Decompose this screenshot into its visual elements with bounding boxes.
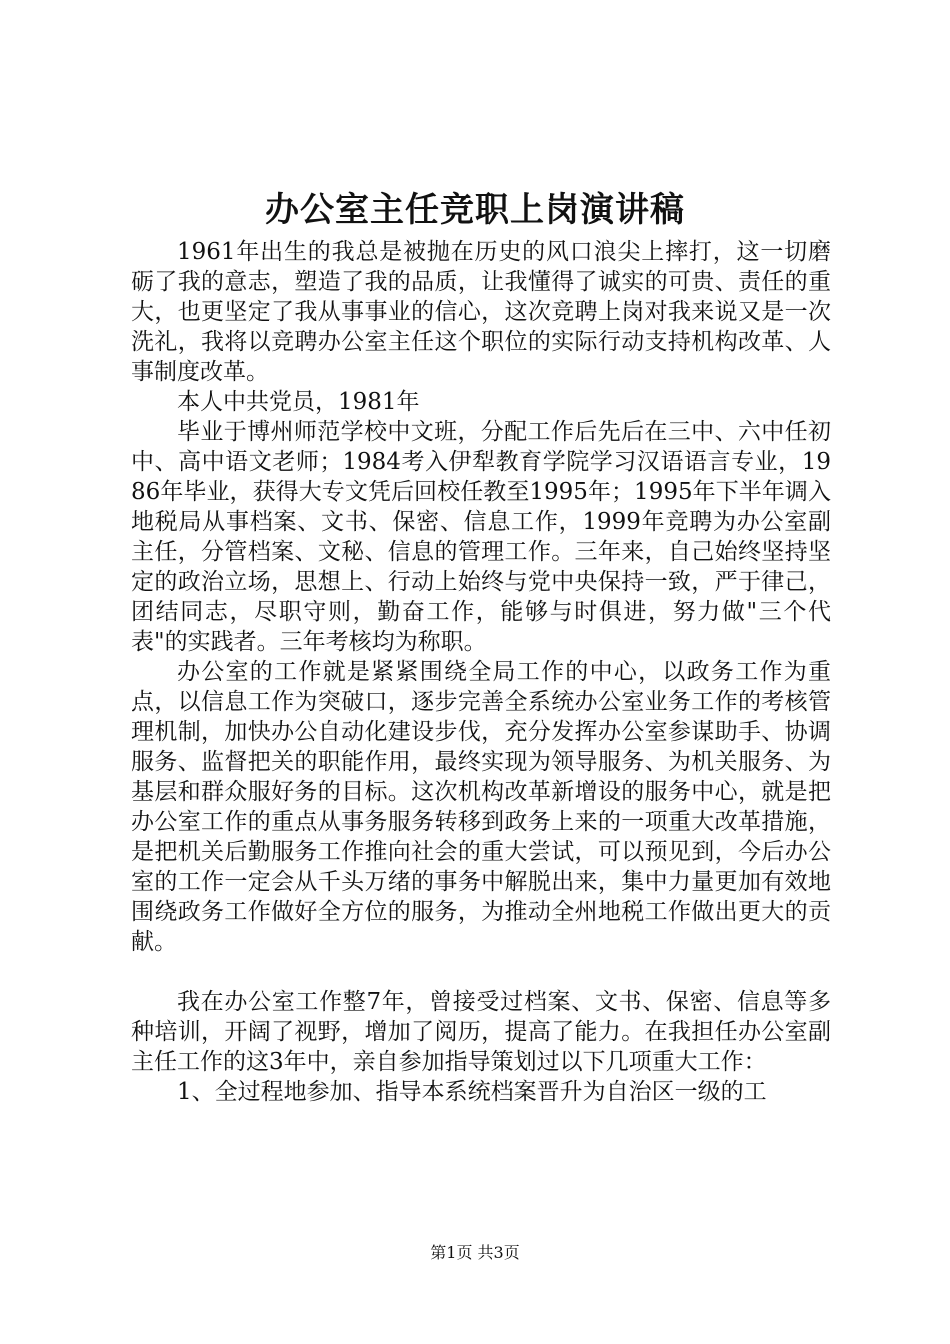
document-body bbox=[131, 237, 831, 1107]
page-footer: 第1页 共3页 bbox=[430, 1243, 520, 1262]
document-title: 办公室主任竞职上岗演讲稿 bbox=[265, 190, 685, 230]
list-item-1: 1、全过程地参加、指导本系统档案晋升为自治区一级的工 bbox=[177, 1079, 767, 1105]
paragraph-office-work: 办公室的工作就是紧紧围绕全局工作的中心，以政务工作为重点，以信息工作为突破口，逐步完善全系统办公室业务工作的考核管理机制，加快办公自动化建设步伐，充分发挥办公室参谋助手、协调服务、监督把关的职能作用，最终实现为领导服务、为机关服务、为基层和群众服好务的目标。这次机构改革新增设的服务中心，就是把办公室工作的重点从事务服务转移到政务上来的一项重大改革措施，是把机关后勤服务工作推向社会的重大尝试，可以预见到，今后办公室的工作一定会从千头万绪的事务中解脱出来，集中力量更加有效地围绕政务工作做好全方位的服务，为推动全州地税工作做出更大的贡献。 bbox=[131, 659, 831, 955]
paragraph-party-member: 本人中共党员，1981年 bbox=[177, 389, 420, 415]
paragraph-experience: 我在办公室工作整7年，曾接受过档案、文书、保密、信息等多种培训，开阔了视野，增加了阅历，提高了能力。在我担任办公室副主任工作的这3年中，亲自参加指导策划过以下几项重大工作： bbox=[131, 989, 831, 1075]
paragraph-career: 毕业于博州师范学校中文班，分配工作后先后在三中、六中任初中、高中语文老师；1984考入伊犁教育学院学习汉语语言专业，1986年毕业，获得大专文凭后回校任教至1995年；1995年下半年调入地税局从事档案、文书、保密、信息工作，1999年竞聘为办公室副主任，分管档案、文秘、信息的管理工作。三年来，自己始终坚持坚定的政治立场，思想上、行动上始终与党中央保持一致，严于律己，团结同志，尽职守则，勤奋工作，能够与时俱进，努力做"三个代表"的实践者。三年考核均为称职。 bbox=[131, 419, 831, 655]
paragraph-intro: 1961年出生的我总是被抛在历史的风口浪尖上摔打，这一切磨砺了我的意志，塑造了我的品质，让我懂得了诚实的可贵、责任的重大，也更坚定了我从事事业的信心，这次竞聘上岗对我来说又是一次洗礼，我将以竞聘办公室主任这个职位的实际行动支持机构改革、人事制度改革。 bbox=[131, 239, 831, 385]
